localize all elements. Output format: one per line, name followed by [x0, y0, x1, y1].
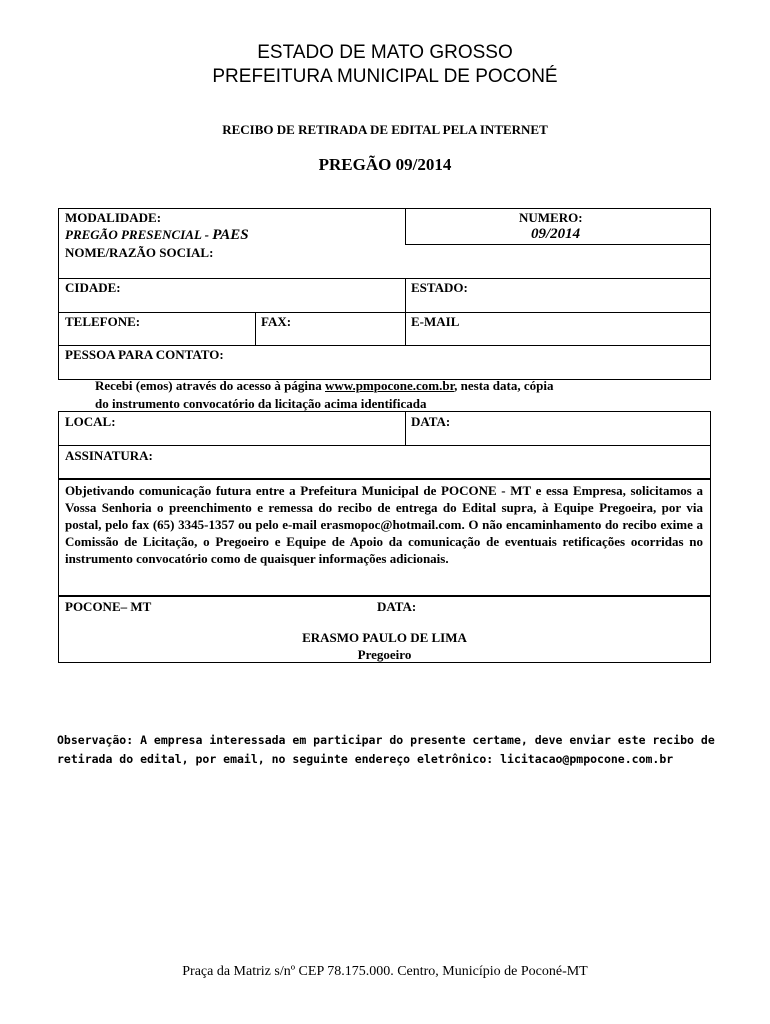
notice-box	[58, 479, 711, 596]
numero-value: 09/2014	[531, 226, 581, 242]
email-field[interactable]	[479, 313, 704, 345]
observation-line2: retirada do edital, por email, no seguinte endereço eletrônico: licitacao@pmpocone.com.br	[57, 752, 674, 766]
assinatura-field[interactable]	[179, 447, 704, 478]
data-label: DATA:	[411, 414, 451, 429]
notice-paragraph: Objetivando comunicação futura entre a Prefeitura Municipal de POCONE - MT e essa Empresa, solicitamos a Vossa Senhoria o preenchimento e remessa do recibo de entrega do Edital supra, à Equipe Pregoeira, por via postal, pelo fax (65) 3345-1357 ou pelo e-mail erasmopoc@hotmail.com. O não encaminhamento do recibo exime a Comissão de Licitação, o Pregoeiro e Equipe de Apoio da comunicação de eventuais retificações ocorridas no instrumento convocatório como de quaisquer informações adicionais.	[65, 483, 703, 566]
signer-role: Pregoeiro	[357, 647, 412, 662]
contato-field[interactable]	[264, 346, 704, 378]
telefone-field[interactable]	[159, 313, 249, 345]
sign-data-label: DATA:	[377, 599, 417, 614]
local-label: LOCAL:	[65, 414, 116, 429]
assinatura-label: ASSINATURA:	[65, 448, 153, 463]
nome-label: NOME/RAZÃO SOCIAL:	[65, 245, 214, 260]
place-label: POCONE– MT	[65, 599, 152, 614]
estado-label: ESTADO:	[411, 280, 468, 295]
local-table	[58, 411, 711, 479]
state-heading: ESTADO DE MATO GROSSO	[257, 42, 513, 63]
email-label: E-MAIL	[411, 314, 460, 329]
modalidade-value-a: PREGÃO PRESENCIAL -	[65, 227, 209, 242]
telefone-label: TELEFONE:	[65, 314, 141, 329]
receipt-statement-line1	[95, 378, 553, 394]
modalidade-value-b: PAES	[212, 227, 249, 243]
footer-address: Praça da Matriz s/nº CEP 78.175.000. Centro, Município de Poconé-MT	[182, 964, 588, 979]
cidade-field[interactable]	[139, 279, 399, 311]
receipt-text-a: Recebi (emos) através do acesso à página	[95, 378, 322, 393]
estado-field[interactable]	[484, 279, 704, 311]
contato-label: PESSOA PARA CONTATO:	[65, 347, 224, 362]
data-field[interactable]	[469, 413, 704, 444]
document-title: PREGÃO 09/2014	[318, 155, 452, 174]
observation-line1: Observação: A empresa interessada em participar do presente certame, deve enviar este recibo de	[57, 733, 715, 747]
receipt-text-b: , nesta data, cópia	[454, 378, 554, 393]
site-link[interactable]: www.pmpocone.com.br	[325, 378, 455, 393]
fax-label: FAX:	[261, 314, 292, 329]
form-table	[58, 208, 711, 380]
document-subtitle: RECIBO DE RETIRADA DE EDITAL PELA INTERNET	[222, 122, 548, 137]
signer-name: ERASMO PAULO DE LIMA	[302, 630, 467, 645]
signature-box	[58, 596, 711, 663]
numero-label: NUMERO:	[519, 210, 583, 225]
receipt-statement-line2: do instrumento convocatório da licitação acima identificada	[95, 396, 427, 411]
municipality-heading: PREFEITURA MUNICIPAL DE POCONÉ	[212, 66, 558, 87]
fax-field[interactable]	[299, 313, 399, 345]
nome-field[interactable]	[259, 245, 699, 277]
cidade-label: CIDADE:	[65, 280, 121, 295]
modalidade-label: MODALIDADE:	[65, 210, 162, 225]
modalidade-value	[65, 227, 249, 244]
local-field[interactable]	[129, 413, 399, 444]
